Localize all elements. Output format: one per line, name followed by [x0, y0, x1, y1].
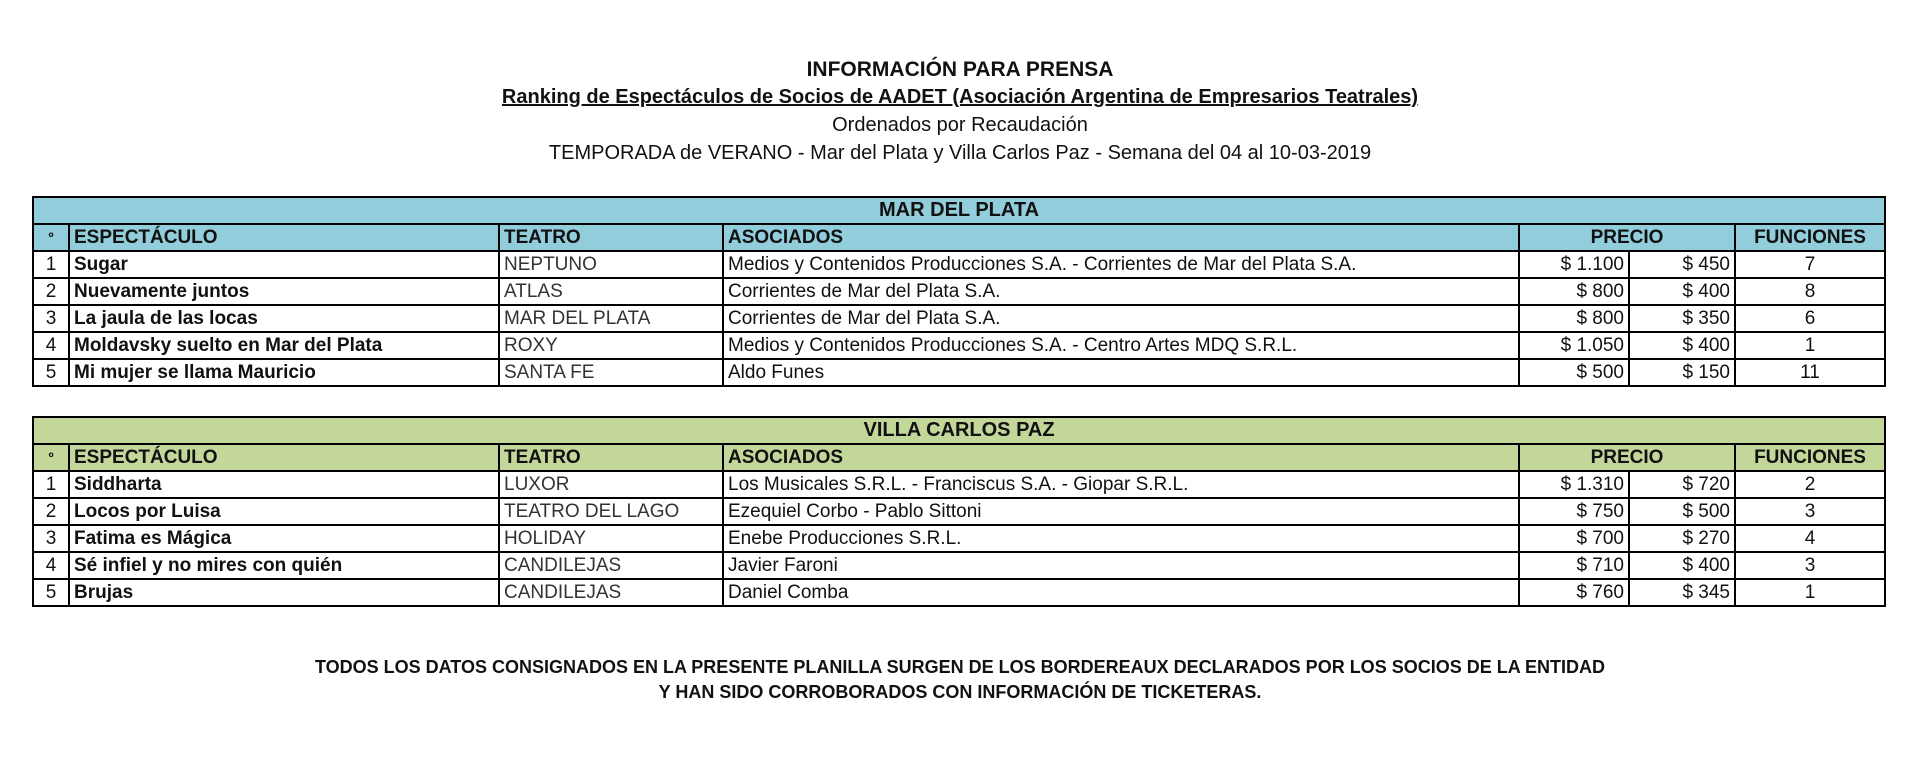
- functions-cell: 11: [1735, 359, 1885, 386]
- footer-note-line2: Y HAN SIDO CORROBORADOS CON INFORMACIÓN DE TICKETERAS.: [658, 682, 1262, 702]
- price-max-cell: $ 500: [1519, 359, 1629, 386]
- theatre-cell: LUXOR: [499, 471, 723, 498]
- order-note: Ordenados por Recaudación: [832, 114, 1088, 136]
- villa-carlos-paz-table: [32, 416, 1886, 607]
- price-min-cell: $ 345: [1629, 579, 1735, 606]
- col-associates-header: ASOCIADOS: [723, 224, 1519, 251]
- header-row: [33, 224, 1885, 251]
- page-title: INFORMACIÓN PARA PRENSA: [806, 58, 1114, 81]
- mar-del-plata-rows: [33, 251, 1885, 386]
- col-theatre-header: TEATRO: [499, 224, 723, 251]
- theatre-cell: ROXY: [499, 332, 723, 359]
- col-functions-header: FUNCIONES: [1735, 444, 1885, 471]
- price-max-cell: $ 750: [1519, 498, 1629, 525]
- functions-cell: 8: [1735, 278, 1885, 305]
- show-cell: La jaula de las locas: [69, 305, 499, 332]
- col-show-header: ESPECTÁCULO: [69, 444, 499, 471]
- associates-cell: Medios y Contenidos Producciones S.A. - Corrientes de Mar del Plata S.A.: [723, 251, 1519, 278]
- rank-cell: 2: [33, 498, 69, 525]
- section-title-villa-carlos-paz: VILLA CARLOS PAZ: [33, 417, 1885, 444]
- table-row: [33, 498, 1885, 525]
- col-price-header: PRECIO: [1519, 444, 1735, 471]
- rank-cell: 4: [33, 332, 69, 359]
- price-min-cell: $ 400: [1629, 552, 1735, 579]
- rank-cell: 3: [33, 305, 69, 332]
- functions-cell: 7: [1735, 251, 1885, 278]
- header-row: [33, 444, 1885, 471]
- rank-cell: 2: [33, 278, 69, 305]
- price-min-cell: $ 150: [1629, 359, 1735, 386]
- table-row: [33, 579, 1885, 606]
- show-cell: Siddharta: [69, 471, 499, 498]
- season-note: TEMPORADA de VERANO - Mar del Plata y Villa Carlos Paz - Semana del 04 al 10-03-2019: [548, 142, 1372, 164]
- associates-cell: Medios y Contenidos Producciones S.A. - Centro Artes MDQ S.R.L.: [723, 332, 1519, 359]
- associates-cell: Aldo Funes: [723, 359, 1519, 386]
- show-cell: Locos por Luisa: [69, 498, 499, 525]
- price-max-cell: $ 1.100: [1519, 251, 1629, 278]
- functions-cell: 1: [1735, 332, 1885, 359]
- price-max-cell: $ 700: [1519, 525, 1629, 552]
- rank-cell: 5: [33, 359, 69, 386]
- table-row: [33, 305, 1885, 332]
- functions-cell: 6: [1735, 305, 1885, 332]
- associates-cell: Los Musicales S.R.L. - Franciscus S.A. - Giopar S.R.L.: [723, 471, 1519, 498]
- price-min-cell: $ 720: [1629, 471, 1735, 498]
- theatre-cell: TEATRO DEL LAGO: [499, 498, 723, 525]
- price-min-cell: $ 350: [1629, 305, 1735, 332]
- col-price-header: PRECIO: [1519, 224, 1735, 251]
- col-associates-header: ASOCIADOS: [723, 444, 1519, 471]
- villa-carlos-paz-rows: [33, 471, 1885, 606]
- section-title-mar-del-plata: MAR DEL PLATA: [33, 197, 1885, 224]
- col-num-header: º: [33, 224, 69, 251]
- show-cell: Fatima es Mágica: [69, 525, 499, 552]
- rank-cell: 1: [33, 471, 69, 498]
- price-max-cell: $ 800: [1519, 305, 1629, 332]
- show-cell: Sé infiel y no mires con quién: [69, 552, 499, 579]
- price-min-cell: $ 500: [1629, 498, 1735, 525]
- functions-cell: 3: [1735, 498, 1885, 525]
- show-cell: Moldavsky suelto en Mar del Plata: [69, 332, 499, 359]
- functions-cell: 1: [1735, 579, 1885, 606]
- price-max-cell: $ 1.310: [1519, 471, 1629, 498]
- col-theatre-header: TEATRO: [499, 444, 723, 471]
- show-cell: Brujas: [69, 579, 499, 606]
- rank-cell: 1: [33, 251, 69, 278]
- page-subtitle: Ranking de Espectáculos de Socios de AADET (Asociación Argentina de Empresarios Teatrales): [501, 86, 1419, 108]
- associates-cell: Javier Faroni: [723, 552, 1519, 579]
- table-row: [33, 359, 1885, 386]
- functions-cell: 4: [1735, 525, 1885, 552]
- show-cell: Sugar: [69, 251, 499, 278]
- price-max-cell: $ 710: [1519, 552, 1629, 579]
- show-cell: Mi mujer se llama Mauricio: [69, 359, 499, 386]
- footer-note-line1: TODOS LOS DATOS CONSIGNADOS EN LA PRESENTE PLANILLA SURGEN DE LOS BORDEREAUX DECLARADOS POR LOS SOCIOS DE LA ENTIDAD: [314, 657, 1606, 677]
- table-row: [33, 332, 1885, 359]
- associates-cell: Corrientes de Mar del Plata S.A.: [723, 305, 1519, 332]
- rank-cell: 5: [33, 579, 69, 606]
- functions-cell: 3: [1735, 552, 1885, 579]
- price-min-cell: $ 270: [1629, 525, 1735, 552]
- theatre-cell: CANDILEJAS: [499, 579, 723, 606]
- theatre-cell: MAR DEL PLATA: [499, 305, 723, 332]
- price-min-cell: $ 400: [1629, 332, 1735, 359]
- theatre-cell: SANTA FE: [499, 359, 723, 386]
- show-cell: Nuevamente juntos: [69, 278, 499, 305]
- functions-cell: 2: [1735, 471, 1885, 498]
- table-row: [33, 525, 1885, 552]
- rank-cell: 3: [33, 525, 69, 552]
- associates-cell: Daniel Comba: [723, 579, 1519, 606]
- table-row: [33, 278, 1885, 305]
- price-max-cell: $ 800: [1519, 278, 1629, 305]
- associates-cell: Corrientes de Mar del Plata S.A.: [723, 278, 1519, 305]
- table-row: [33, 471, 1885, 498]
- col-show-header: ESPECTÁCULO: [69, 224, 499, 251]
- price-max-cell: $ 1.050: [1519, 332, 1629, 359]
- table-row: [33, 251, 1885, 278]
- theatre-cell: HOLIDAY: [499, 525, 723, 552]
- price-min-cell: $ 450: [1629, 251, 1735, 278]
- price-min-cell: $ 400: [1629, 278, 1735, 305]
- col-num-header: º: [33, 444, 69, 471]
- associates-cell: Ezequiel Corbo - Pablo Sittoni: [723, 498, 1519, 525]
- price-max-cell: $ 760: [1519, 579, 1629, 606]
- theatre-cell: NEPTUNO: [499, 251, 723, 278]
- rank-cell: 4: [33, 552, 69, 579]
- mar-del-plata-table: [32, 196, 1886, 387]
- col-functions-header: FUNCIONES: [1735, 224, 1885, 251]
- theatre-cell: CANDILEJAS: [499, 552, 723, 579]
- associates-cell: Enebe Producciones S.R.L.: [723, 525, 1519, 552]
- theatre-cell: ATLAS: [499, 278, 723, 305]
- table-row: [33, 552, 1885, 579]
